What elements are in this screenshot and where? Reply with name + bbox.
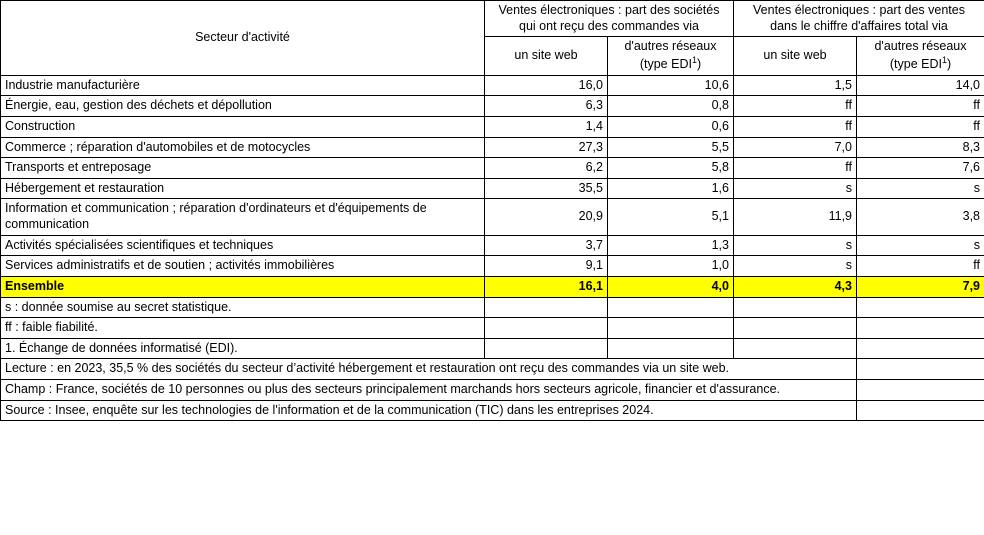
row-value-3: s <box>734 235 857 256</box>
row-value-1: 6,2 <box>485 158 608 179</box>
row-value-3: 1,5 <box>734 75 857 96</box>
row-label: Hébergement et restauration <box>1 178 485 199</box>
row-value-2: 10,6 <box>608 75 734 96</box>
row-value-2: 5,5 <box>608 137 734 158</box>
header-sub-edi-1-text: d'autres réseaux (type EDI <box>624 39 717 72</box>
header-sub-edi-2-text: d'autres réseaux (type EDI <box>874 39 967 72</box>
footnote-row <box>1 297 984 318</box>
empty-cell <box>857 297 984 318</box>
header-sub-edi-2 <box>857 37 984 75</box>
row-value-4: s <box>857 178 984 199</box>
table-row <box>1 199 984 235</box>
row-value-4: 3,8 <box>857 199 984 235</box>
footnote-text: ff : faible fiabilité. <box>1 318 485 339</box>
row-value-4: 7,6 <box>857 158 984 179</box>
empty-cell <box>608 338 734 359</box>
total-value-4: 7,9 <box>857 276 984 297</box>
row-value-2: 5,1 <box>608 199 734 235</box>
header-sub-edi-2-sup: 1 <box>941 54 947 65</box>
row-label: Énergie, eau, gestion des déchets et dépollution <box>1 96 485 117</box>
row-value-3: s <box>734 256 857 277</box>
row-value-4: s <box>857 235 984 256</box>
total-value-1: 16,1 <box>485 276 608 297</box>
total-value-2: 4,0 <box>608 276 734 297</box>
empty-cell <box>857 338 984 359</box>
footnote-row-wide <box>1 380 984 401</box>
footnote-row-wide <box>1 400 984 421</box>
row-value-2: 1,6 <box>608 178 734 199</box>
table-row <box>1 137 984 158</box>
row-value-4: ff <box>857 96 984 117</box>
table-row <box>1 178 984 199</box>
table-total-row <box>1 276 984 297</box>
header-group-societes: Ventes électroniques : part des sociétés qui ont reçu des commandes via <box>485 1 734 37</box>
footnote-row <box>1 318 984 339</box>
row-value-4: 8,3 <box>857 137 984 158</box>
row-value-2: 0,8 <box>608 96 734 117</box>
row-label: Commerce ; réparation d'automobiles et de motocycles <box>1 137 485 158</box>
table-row <box>1 75 984 96</box>
header-sub-edi-1-sup: 1 <box>691 54 697 65</box>
row-value-1: 20,9 <box>485 199 608 235</box>
total-label: Ensemble <box>1 276 485 297</box>
row-label: Information et communication ; réparation d'ordinateurs et d'équipements de communication <box>1 199 485 235</box>
row-value-1: 27,3 <box>485 137 608 158</box>
table-row <box>1 256 984 277</box>
empty-cell <box>608 297 734 318</box>
empty-cell <box>857 400 984 421</box>
row-value-3: ff <box>734 158 857 179</box>
table-row <box>1 116 984 137</box>
empty-cell <box>857 380 984 401</box>
footnote-text: 1. Échange de données informatisé (EDI). <box>1 338 485 359</box>
row-value-3: ff <box>734 116 857 137</box>
row-value-1: 3,7 <box>485 235 608 256</box>
row-value-2: 1,0 <box>608 256 734 277</box>
header-sub-site-web-1: un site web <box>485 37 608 75</box>
empty-cell <box>485 338 608 359</box>
row-value-1: 6,3 <box>485 96 608 117</box>
header-sub-edi-1-close: ) <box>696 57 702 72</box>
row-value-3: 11,9 <box>734 199 857 235</box>
table-row <box>1 158 984 179</box>
header-group-ventes: Ventes électroniques : part des ventes dans le chiffre d'affaires total via <box>734 1 984 37</box>
row-value-4: ff <box>857 256 984 277</box>
footnote-source: Source : Insee, enquête sur les technologies de l'information et de la communication (TIC) dans les entreprises 2024. <box>1 400 857 421</box>
footnote-row <box>1 338 984 359</box>
row-value-2: 5,8 <box>608 158 734 179</box>
row-label: Industrie manufacturière <box>1 75 485 96</box>
empty-cell <box>857 318 984 339</box>
footnote-text: s : donnée soumise au secret statistique. <box>1 297 485 318</box>
row-value-3: s <box>734 178 857 199</box>
header-sector-label: Secteur d'activité <box>1 1 485 76</box>
row-value-1: 1,4 <box>485 116 608 137</box>
empty-cell <box>485 318 608 339</box>
empty-cell <box>608 318 734 339</box>
row-value-1: 35,5 <box>485 178 608 199</box>
row-value-3: 7,0 <box>734 137 857 158</box>
footnote-champ: Champ : France, sociétés de 10 personnes ou plus des secteurs principalement marchands hors secteurs agricole, financier et d'assurance. <box>1 380 857 401</box>
row-value-1: 16,0 <box>485 75 608 96</box>
row-value-1: 9,1 <box>485 256 608 277</box>
table-header-group-row <box>1 1 984 37</box>
footnote-lecture: Lecture : en 2023, 35,5 % des sociétés du secteur d’activité hébergement et restauration ont reçu des commandes via un site web. <box>1 359 857 380</box>
row-label: Construction <box>1 116 485 137</box>
empty-cell <box>485 297 608 318</box>
header-sub-edi-2-close: ) <box>946 57 952 72</box>
header-sub-site-web-2: un site web <box>734 37 857 75</box>
row-value-3: ff <box>734 96 857 117</box>
row-value-2: 1,3 <box>608 235 734 256</box>
row-label: Activités spécialisées scientifiques et techniques <box>1 235 485 256</box>
row-value-4: ff <box>857 116 984 137</box>
footnote-row-wide <box>1 359 984 380</box>
row-label: Transports et entreposage <box>1 158 485 179</box>
total-value-3: 4,3 <box>734 276 857 297</box>
table-row <box>1 235 984 256</box>
row-label: Services administratifs et de soutien ; activités immobilières <box>1 256 485 277</box>
empty-cell <box>734 338 857 359</box>
empty-cell <box>734 318 857 339</box>
row-value-4: 14,0 <box>857 75 984 96</box>
empty-cell <box>857 359 984 380</box>
header-sub-edi-1 <box>608 37 734 75</box>
row-value-2: 0,6 <box>608 116 734 137</box>
empty-cell <box>734 297 857 318</box>
table-row <box>1 96 984 117</box>
